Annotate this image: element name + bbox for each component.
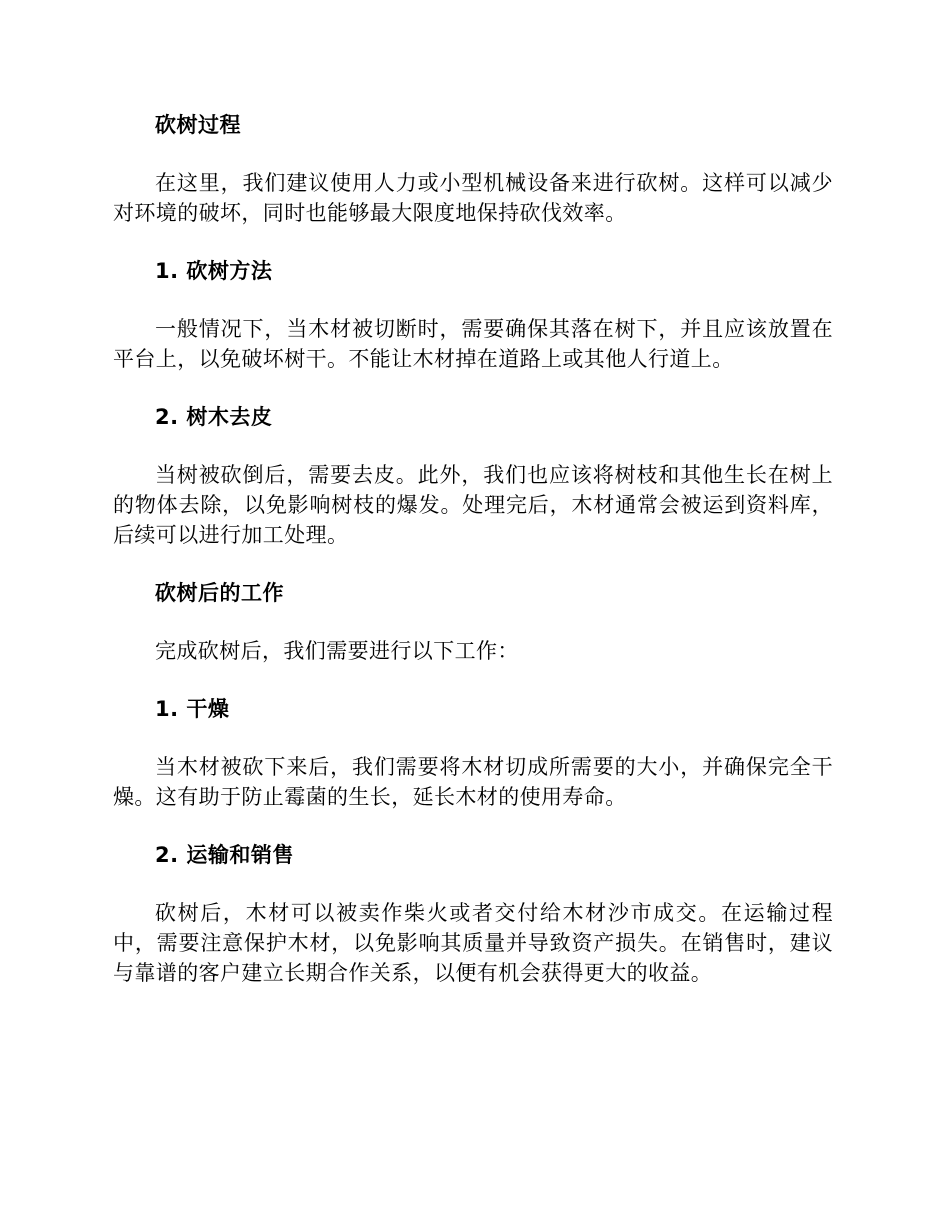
section-heading-post-felling: 砍树后的工作 <box>155 581 284 605</box>
subheading-debarking: 2. 树木去皮 <box>155 405 273 429</box>
document-body <box>113 110 833 988</box>
subheading-felling-method: 1. 砍树方法 <box>155 259 273 283</box>
section-heading-felling-process: 砍树过程 <box>155 113 241 137</box>
paragraph-felling-intro: 在这里，我们建议使用人力或小型机械设备来进行砍树。这样可以减少对环境的破坏，同时也能够最大限度地保持砍伐效率。 <box>113 171 833 225</box>
paragraph-felling-method: 一般情况下，当木材被切断时，需要确保其落在树下，并且应该放置在平台上，以免破坏树干。不能让木材掉在道路上或其他人行道上。 <box>113 317 833 371</box>
paragraph-drying: 当木材被砍下来后，我们需要将木材切成所需要的大小，并确保完全干燥。这有助于防止霉菌的生长，延长木材的使用寿命。 <box>113 755 833 809</box>
paragraph-post-felling-intro: 完成砍树后，我们需要进行以下工作： <box>155 639 519 663</box>
paragraph-transport-sales: 砍树后，木材可以被卖作柴火或者交付给木材沙市成交。在运输过程中，需要注意保护木材，以免影响其质量并导致资产损失。在销售时，建议与靠谱的客户建立长期合作关系，以便有机会获得更大的收益。 <box>113 901 833 985</box>
subheading-transport-sales: 2. 运输和销售 <box>155 843 294 867</box>
subheading-drying: 1. 干燥 <box>155 697 230 721</box>
paragraph-debarking: 当树被砍倒后，需要去皮。此外，我们也应该将树枝和其他生长在树上的物体去除，以免影响树枝的爆发。处理完后，木材通常会被运到资料库，后续可以进行加工处理。 <box>113 463 833 547</box>
